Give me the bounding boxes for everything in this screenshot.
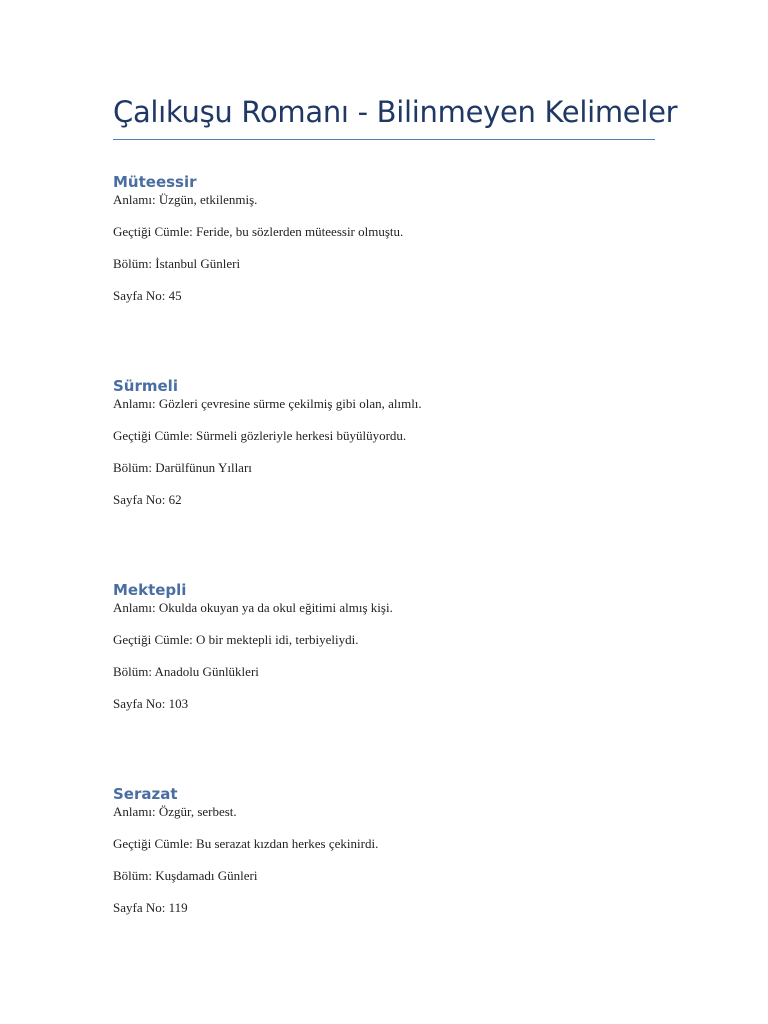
- word-sentence: Geçtiği Cümle: Sürmeli gözleriyle herkesi büyülüyordu.: [113, 428, 407, 443]
- word-sentence: Geçtiği Cümle: O bir mektepli idi, terbiyeliydi.: [113, 632, 359, 647]
- word-heading: Serazat: [113, 785, 178, 803]
- word-sentence: Geçtiği Cümle: Bu serazat kızdan herkes çekinirdi.: [113, 836, 379, 851]
- word-page-number: Sayfa No: 45: [113, 288, 182, 303]
- word-entry-3: [113, 580, 655, 712]
- word-entry-1: [113, 172, 655, 304]
- word-meaning: Anlamı: Üzgün, etkilenmiş.: [113, 192, 258, 207]
- word-heading: Sürmeli: [113, 377, 178, 395]
- word-page-number: Sayfa No: 62: [113, 492, 182, 507]
- title-underline: [113, 139, 655, 140]
- page-title: Çalıkuşu Romanı - Bilinmeyen Kelimeler: [113, 95, 678, 129]
- word-entry-2: [113, 376, 655, 508]
- word-meaning: Anlamı: Gözleri çevresine sürme çekilmiş gibi olan, alımlı.: [113, 396, 422, 411]
- word-entry-4: [113, 784, 655, 916]
- word-chapter: Bölüm: İstanbul Günleri: [113, 256, 241, 271]
- word-meaning: Anlamı: Okulda okuyan ya da okul eğitimi almış kişi.: [113, 600, 393, 615]
- word-chapter: Bölüm: Darülfünun Yılları: [113, 460, 252, 475]
- word-meaning: Anlamı: Özgür, serbest.: [113, 804, 237, 819]
- word-chapter: Bölüm: Anadolu Günlükleri: [113, 664, 259, 679]
- word-heading: Müteessir: [113, 173, 197, 191]
- word-page-number: Sayfa No: 103: [113, 696, 189, 711]
- word-page-number: Sayfa No: 119: [113, 900, 188, 915]
- word-heading: Mektepli: [113, 581, 187, 599]
- word-sentence: Geçtiği Cümle: Feride, bu sözlerden müteessir olmuştu.: [113, 224, 404, 239]
- word-chapter: Bölüm: Kuşdamadı Günleri: [113, 868, 258, 883]
